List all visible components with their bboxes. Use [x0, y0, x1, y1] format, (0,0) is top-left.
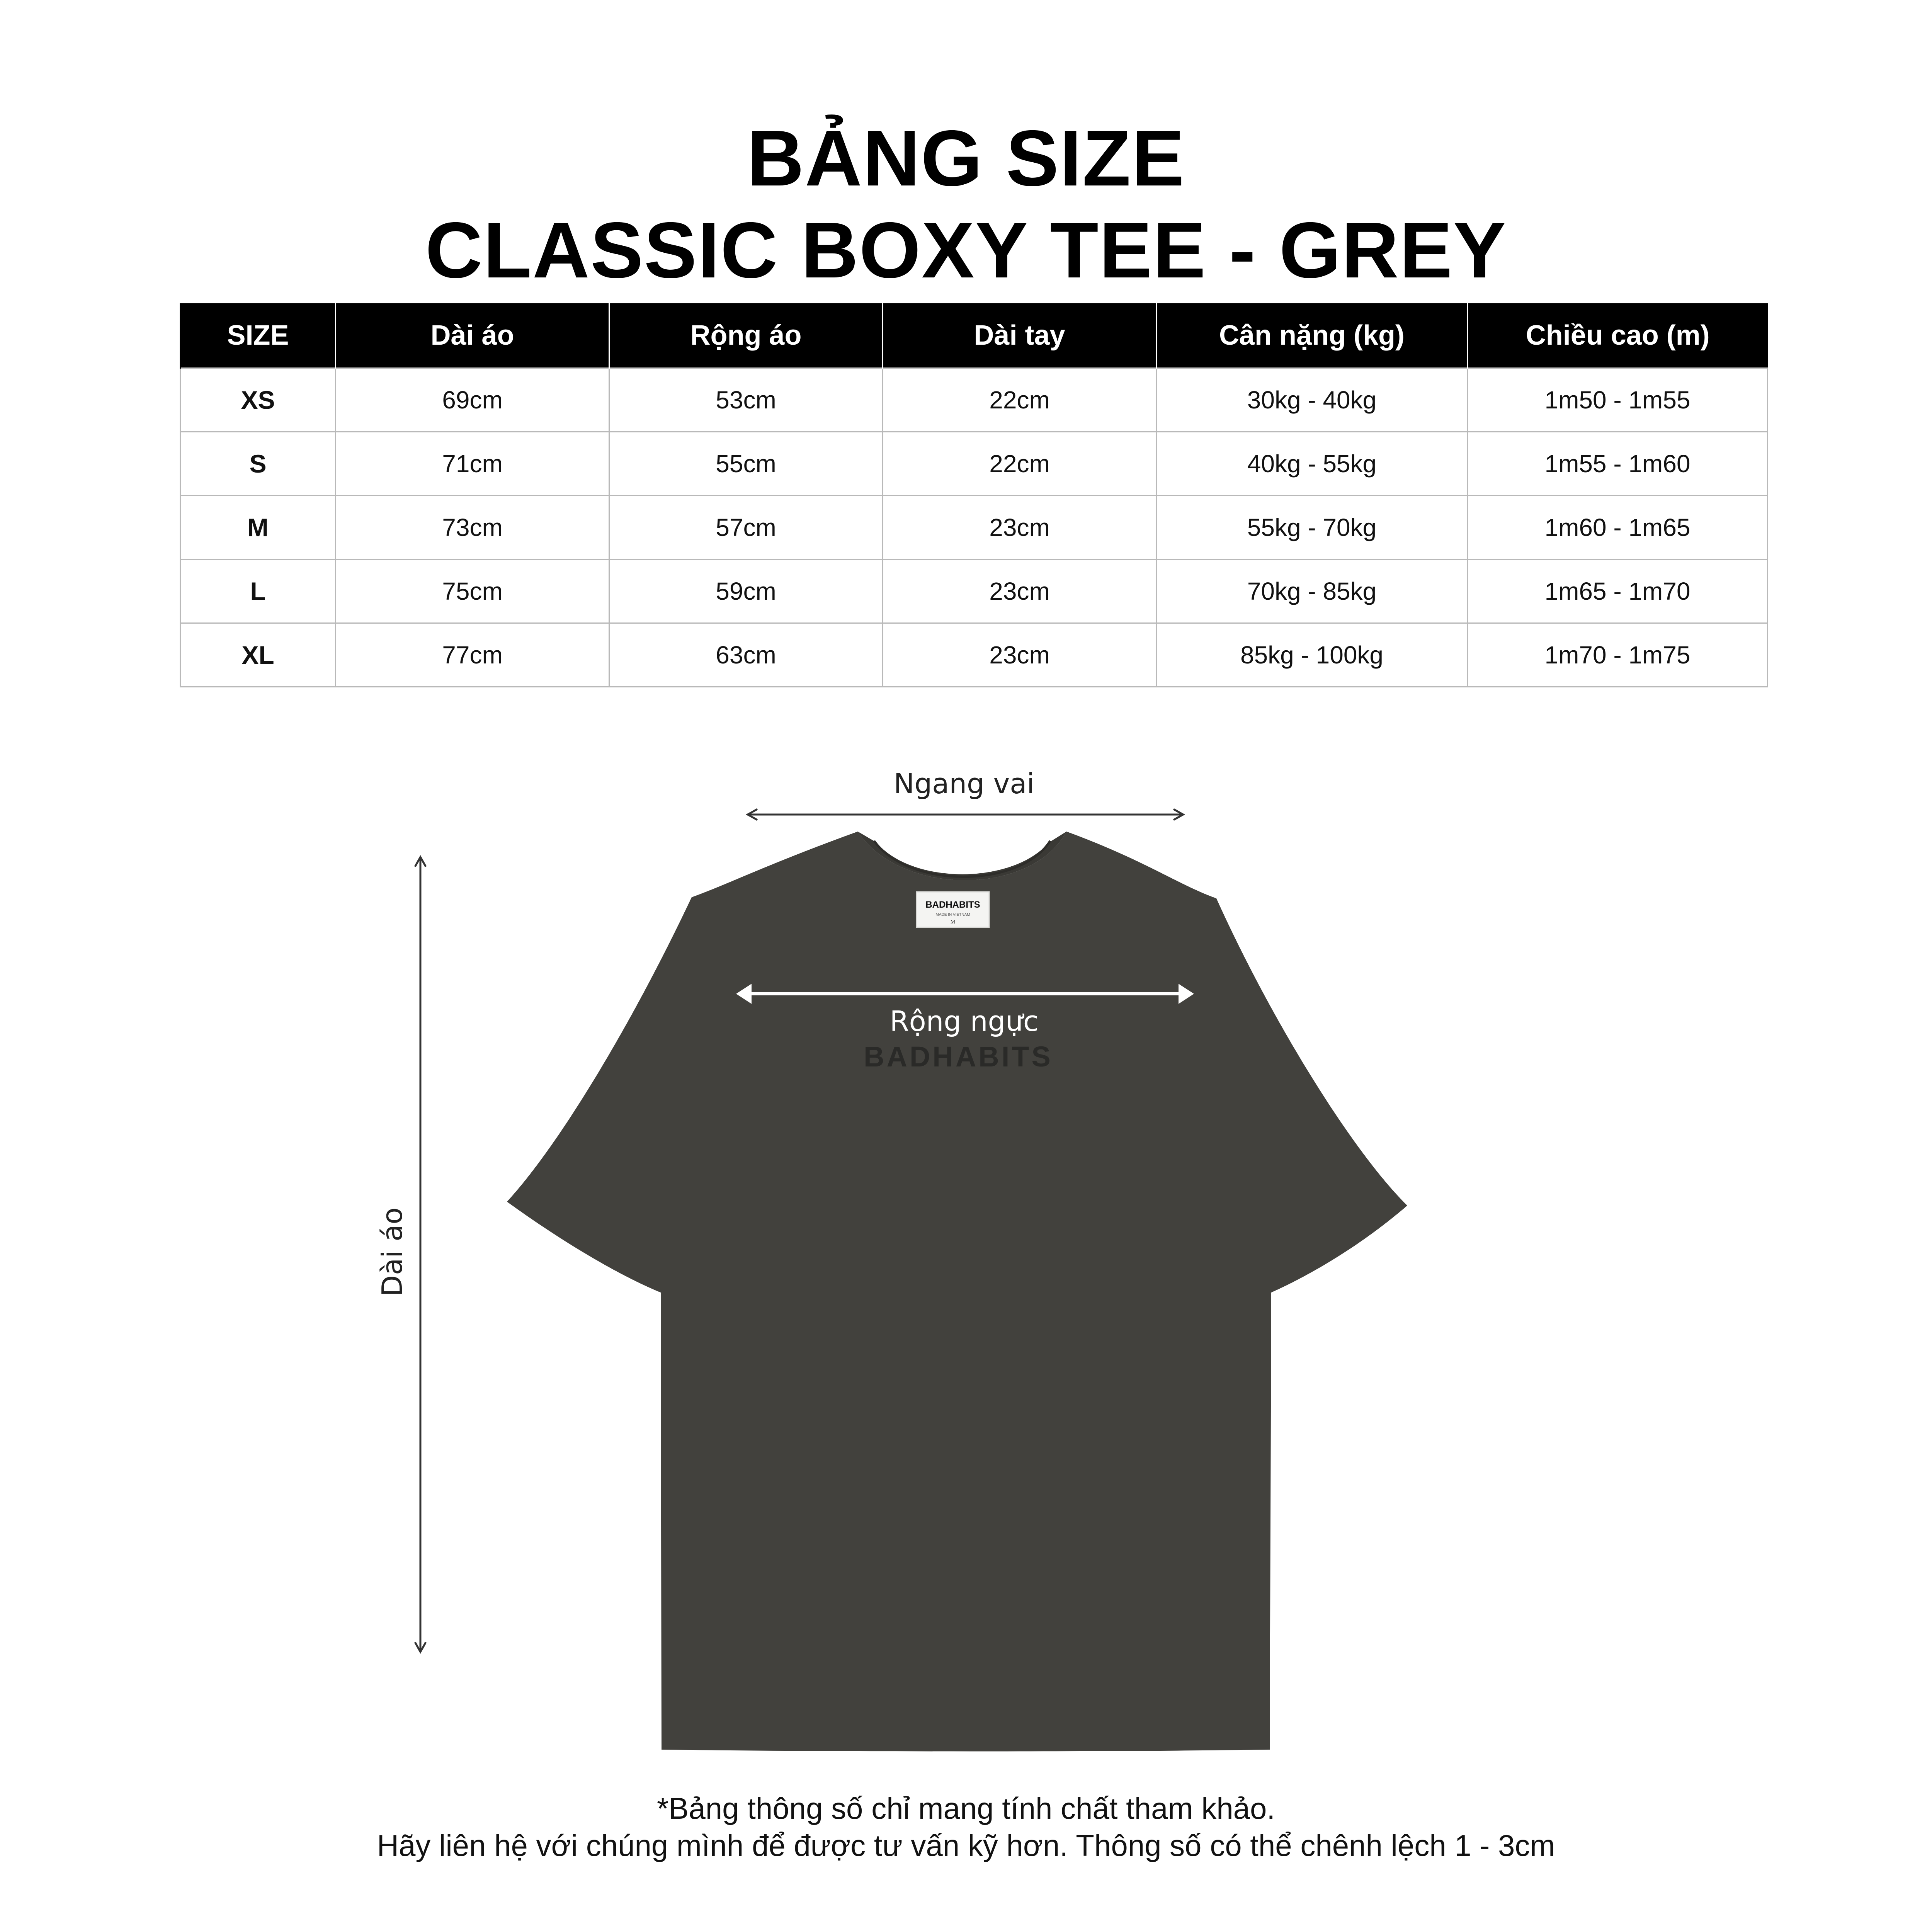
table-cell: 59cm: [609, 560, 883, 623]
table-cell: 40kg - 55kg: [1156, 432, 1468, 496]
table-cell: 70kg - 85kg: [1156, 560, 1468, 623]
tshirt-shape: [507, 832, 1407, 1752]
table-cell: 23cm: [883, 496, 1156, 560]
table-cell: 1m65 - 1m70: [1468, 560, 1768, 623]
note-line1: *Bảng thông số chỉ mang tính chất tham khảo.: [656, 1791, 1276, 1825]
table-cell: 30kg - 40kg: [1156, 368, 1468, 432]
table-cell-size: S: [180, 432, 336, 496]
table-cell: 55kg - 70kg: [1156, 496, 1468, 560]
table-cell: 55cm: [609, 432, 883, 496]
table-cell: 53cm: [609, 368, 883, 432]
table-cell: 75cm: [336, 560, 609, 623]
table-cell: 71cm: [336, 432, 609, 496]
table-cell: 85kg - 100kg: [1156, 623, 1468, 687]
table-cell-size: L: [180, 560, 336, 623]
header-size: SIZE: [180, 303, 336, 368]
table-cell: 1m50 - 1m55: [1468, 368, 1768, 432]
table-cell: 1m60 - 1m65: [1468, 496, 1768, 560]
neck-tag: [917, 892, 989, 927]
table-cell-size: XS: [180, 368, 336, 432]
table-cell: 73cm: [336, 496, 609, 560]
length-label: Dài áo: [376, 1207, 408, 1297]
header-weight: Cân nặng (kg): [1156, 303, 1468, 368]
length-arrow: [415, 857, 426, 1652]
table-cell: 22cm: [883, 368, 1156, 432]
table-cell-size: XL: [180, 623, 336, 687]
table-cell: 63cm: [609, 623, 883, 687]
page-title-line1: BẢNG SIZE: [747, 114, 1185, 202]
table-cell: 1m55 - 1m60: [1468, 432, 1768, 496]
chest-print-logo: BADHABITS: [864, 1041, 1053, 1073]
header-sleeve: Dài tay: [883, 303, 1156, 368]
table-cell: 69cm: [336, 368, 609, 432]
table-cell: 23cm: [883, 623, 1156, 687]
page-title-line2: CLASSIC BOXY TEE - GREY: [425, 206, 1507, 294]
table-cell: 57cm: [609, 496, 883, 560]
neck-tag-sub: MADE IN VIETNAM: [935, 913, 970, 917]
table-cell: 77cm: [336, 623, 609, 687]
header-height: Chiều cao (m): [1468, 303, 1768, 368]
table-cell: 22cm: [883, 432, 1156, 496]
chest-label: Rộng ngực: [889, 1005, 1039, 1037]
shoulder-arrow: [748, 809, 1183, 820]
neck-tag-size: M: [950, 919, 956, 925]
table-cell-size: M: [180, 496, 336, 560]
neck-tag-brand: BADHABITS: [925, 900, 980, 910]
header-width: Rộng áo: [609, 303, 883, 368]
header-length: Dài áo: [336, 303, 609, 368]
note-line2: Hãy liên hệ với chúng mình để được tư vấn kỹ hơn. Thông số có thể chênh lệch 1 - 3cm: [377, 1828, 1555, 1862]
shoulder-label: Ngang vai: [893, 767, 1035, 800]
table-cell: 1m70 - 1m75: [1468, 623, 1768, 687]
table-cell: 23cm: [883, 560, 1156, 623]
